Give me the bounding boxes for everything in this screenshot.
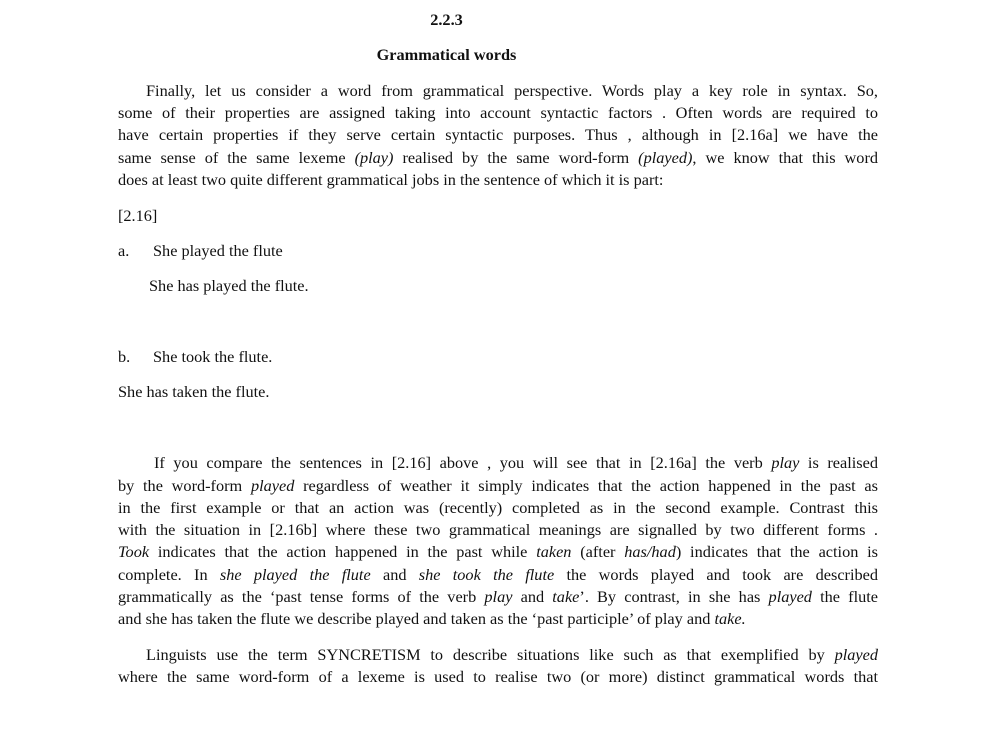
paragraph-2-line-5: Took indicates that the action happened in the past while taken (after has/had) indicates that the action is xyxy=(118,542,878,561)
example-b-sentence-1: She took the flute. xyxy=(153,347,273,366)
section-number: 2.2.3 xyxy=(430,10,463,29)
example-b-sentence-2: She has taken the flute. xyxy=(118,382,270,401)
paragraph-1-line-3: have certain properties if they serve certain syntactic purposes. Thus , although in [2.16a] we have the xyxy=(118,125,878,144)
example-b-marker: b. xyxy=(118,347,131,366)
paragraph-1-line-2: some of their properties are assigned taking into account syntactic factors . Often words are required to xyxy=(118,103,878,122)
paragraph-2-line-4: with the situation in [2.16b] where these two grammatical meanings are signalled by two different forms . xyxy=(118,520,878,539)
paragraph-2-line-8: and she has taken the flute we describe played and taken as the ‘past participle’ of play and take. xyxy=(118,609,746,628)
paragraph-2-line-6: complete. In she played the flute and she took the flute the words played and took are described xyxy=(118,565,878,584)
paragraph-2-line-2: by the word-form played regardless of weather it simply indicates that the action happened in the past as xyxy=(118,476,878,495)
example-a-sentence-1: She played the flute xyxy=(153,241,283,260)
example-a-sentence-2: She has played the flute. xyxy=(149,276,309,295)
paragraph-1-line-1: Finally, let us consider a word from grammatical perspective. Words play a key role in syntax. So, xyxy=(146,81,878,100)
paragraph-3-line-2: where the same word-form of a lexeme is used to realise two (or more) distinct grammatical words that xyxy=(118,667,878,686)
section-title: Grammatical words xyxy=(376,45,517,64)
paragraph-2-line-3: in the first example or that an action was (recently) completed as in the second example. Contrast this xyxy=(118,498,878,517)
paragraph-2-line-1: If you compare the sentences in [2.16] above , you will see that in [2.16a] the verb play is realised xyxy=(154,453,878,472)
paragraph-1-line-4: same sense of the same lexeme (play) realised by the same word-form (played), we know that this word xyxy=(118,148,878,167)
paragraph-1-line-5: does at least two quite different grammatical jobs in the sentence of which it is part: xyxy=(118,170,664,189)
example-a-marker: a. xyxy=(118,241,130,260)
paragraph-3-line-1: Linguists use the term SYNCRETISM to describe situations like such as that exemplified by played xyxy=(146,645,878,664)
example-label: [2.16] xyxy=(118,206,158,225)
paragraph-2-line-7: grammatically as the ‘past tense forms of the verb play and take’. By contrast, in she has played the flute xyxy=(118,587,878,606)
